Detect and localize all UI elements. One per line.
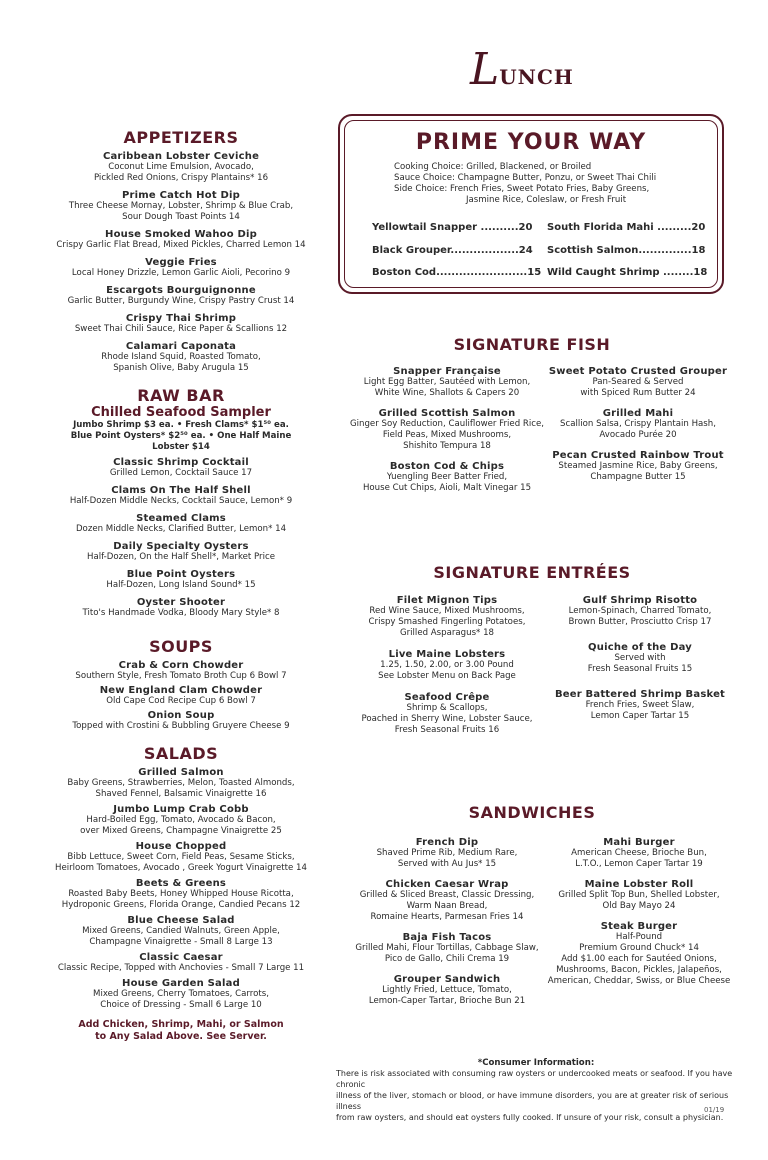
menu-item xyxy=(336,366,558,399)
menu-item-description: House Cut Chips, Aioli, Malt Vinegar 15 xyxy=(362,483,532,493)
menu-item-description: Spanish Olive, Baby Arugula 15 xyxy=(113,363,249,373)
menu-item-name: Classic Shrimp Cocktail xyxy=(113,457,249,468)
menu-item-description: Avocado Purée 20 xyxy=(599,430,677,440)
menu-item-description: Rhode Island Squid, Roasted Tomato, xyxy=(101,352,261,362)
menu-item xyxy=(336,408,558,452)
menu-item-description: with Spiced Rum Butter 24 xyxy=(580,388,696,398)
menu-item-description: Half-Dozen Middle Necks, Cocktail Sauce, Lemon* 9 xyxy=(69,496,293,506)
menu-item-description: Sweet Thai Chili Sauce, Rice Paper & Scallions 12 xyxy=(74,324,288,334)
menu-item-name: Live Maine Lobsters xyxy=(388,649,506,660)
soups-heading: SOUPS xyxy=(149,637,213,656)
menu-item-description: Premium Ground Chuck* 14 xyxy=(579,943,699,953)
menu-item-description: Garlic Butter, Burgundy Wine, Crispy Pastry Crust 14 xyxy=(67,296,295,306)
prime-fish-item: Yellowtail Snapper ..........20 xyxy=(372,222,533,233)
menu-item-description: Scallion Salsa, Crispy Plantain Hash, xyxy=(560,419,716,429)
menu-item-name: Quiche of the Day xyxy=(588,642,692,653)
menu-item xyxy=(336,837,558,870)
menu-item xyxy=(538,450,738,483)
signature-fish-left xyxy=(336,362,558,494)
raw-bar-note-1: Jumbo Shrimp $3 ea. • Fresh Clams* $1⁵⁰ ea. xyxy=(73,420,289,430)
signature-entrees-left xyxy=(336,591,558,736)
left-column xyxy=(52,128,310,1043)
menu-item-name: Crispy Thai Shrimp xyxy=(125,313,237,324)
raw-bar-note-2: Blue Point Oysters* $2⁵⁰ ea. • One Half Maine Lobster $14 xyxy=(70,431,292,452)
prime-choice-side-cont: Jasmine Rice, Coleslaw, or Fresh Fruit xyxy=(466,195,627,205)
menu-item-description: Hydroponic Greens, Florida Orange, Candied Pecans 12 xyxy=(61,900,301,910)
menu-item-description: Shrimp & Scallops, xyxy=(406,703,488,713)
menu-item xyxy=(52,660,310,682)
menu-item-name: Steamed Clams xyxy=(136,513,226,524)
menu-item-name: Maine Lobster Roll xyxy=(584,879,694,890)
menu-item-description: Field Peas, Mixed Mushrooms, xyxy=(382,430,512,440)
signature-entrees-right xyxy=(548,591,732,722)
menu-item-name: Veggie Fries xyxy=(145,257,217,268)
menu-item xyxy=(52,285,310,307)
menu-item xyxy=(544,921,734,987)
menu-item-description: Mixed Greens, Cherry Tomatoes, Carrots, xyxy=(93,989,269,999)
sandwiches-left xyxy=(336,833,558,1007)
menu-item xyxy=(52,978,310,1011)
menu-item-description: Lemon-Spinach, Charred Tomato, xyxy=(568,606,712,616)
menu-item-description: Grilled Asparagus* 18 xyxy=(399,628,495,638)
menu-item-name: House Chopped xyxy=(135,841,227,852)
menu-item xyxy=(52,257,310,279)
salads-footer-2: to Any Salad Above. See Server. xyxy=(95,1031,267,1042)
menu-item xyxy=(52,341,310,374)
title-initial: L xyxy=(470,44,500,95)
menu-item-name: Jumbo Lump Crab Cobb xyxy=(113,804,249,815)
menu-item-description: Grilled Mahi, Flour Tortillas, Cabbage Slaw, xyxy=(355,943,539,953)
menu-item-description: Mushrooms, Bacon, Pickles, Jalapeños, xyxy=(556,965,722,975)
menu-item xyxy=(52,151,310,184)
menu-item-description: Old Cape Cod Recipe Cup 6 Bowl 7 xyxy=(106,696,256,706)
prime-fish-item: Boston Cod........................15 xyxy=(372,267,542,278)
page-title xyxy=(470,44,600,94)
menu-item-description: Lemon Caper Tartar 15 xyxy=(590,711,690,721)
menu-item-description: Champagne Vinaigrette - Small 8 Large 13 xyxy=(89,937,273,947)
sandwiches-heading: SANDWICHES xyxy=(468,803,596,822)
raw-bar-sampler: Chilled Seafood Sampler xyxy=(91,405,271,420)
menu-item xyxy=(52,767,310,800)
menu-item-description: White Wine, Shallots & Capers 20 xyxy=(374,388,520,398)
menu-item-description: Romaine Hearts, Parmesan Fries 14 xyxy=(370,912,524,922)
menu-item-name: Filet Mignon Tips xyxy=(396,595,498,606)
menu-item-name: Boston Cod & Chips xyxy=(389,461,505,472)
salads-footer-1: Add Chicken, Shrimp, Mahi, or Salmon xyxy=(78,1019,284,1030)
consumer-information-line: illness of the liver, stomach or blood, or have immune disorders, you are at greater risk of serious illness xyxy=(336,1091,729,1111)
menu-item-description: Shaved Prime Rib, Medium Rare, xyxy=(376,848,518,858)
appetizers-heading: APPETIZERS xyxy=(123,128,239,147)
menu-item-description: Fresh Seasonal Fruits 16 xyxy=(394,725,500,735)
menu-item-description: American, Cheddar, Swiss, or Blue Cheese xyxy=(547,976,731,986)
menu-item-description: Shishito Tempura 18 xyxy=(403,441,491,451)
menu-item-description: Southern Style, Fresh Tomato Broth Cup 6 Bowl 7 xyxy=(75,671,287,681)
raw-bar-list xyxy=(52,457,310,619)
menu-item-name: Grilled Salmon xyxy=(138,767,224,778)
menu-item-description: Pico de Gallo, Chili Crema 19 xyxy=(384,954,510,964)
menu-item-name: Crab & Corn Chowder xyxy=(118,660,244,671)
menu-item xyxy=(52,541,310,563)
menu-item-description: Lightly Fried, Lettuce, Tomato, xyxy=(382,985,512,995)
menu-item-name: Escargots Bourguignonne xyxy=(106,285,256,296)
title-rest: UNCH xyxy=(499,65,574,89)
menu-item-description: Grilled Split Top Bun, Shelled Lobster, xyxy=(558,890,720,900)
menu-item-description: Baby Greens, Strawberries, Melon, Toasted Almonds, xyxy=(67,778,295,788)
menu-item xyxy=(52,685,310,707)
consumer-information xyxy=(336,1058,736,1123)
menu-item-name: Mahi Burger xyxy=(603,837,675,848)
appetizers-list xyxy=(52,151,310,374)
menu-item-name: New England Clam Chowder xyxy=(99,685,263,696)
menu-item-description: Served with xyxy=(614,653,666,663)
menu-item-description: Half-Dozen, Long Island Sound* 15 xyxy=(106,580,256,590)
menu-item-description: French Fries, Sweet Slaw, xyxy=(585,700,695,710)
menu-item-name: Seafood Crêpe xyxy=(404,692,490,703)
menu-item-name: Gulf Shrimp Risotto xyxy=(582,595,698,606)
menu-item xyxy=(52,915,310,948)
menu-item-description: Served with Au Jus* 15 xyxy=(397,859,497,869)
menu-item xyxy=(336,595,558,639)
menu-item-name: Classic Caesar xyxy=(139,952,223,963)
menu-item-name: Daily Specialty Oysters xyxy=(113,541,249,552)
menu-item-name: Prime Catch Hot Dip xyxy=(122,190,240,201)
menu-item xyxy=(336,461,558,494)
menu-item-description: Shaved Fennel, Balsamic Vinaigrette 16 xyxy=(95,789,267,799)
menu-item-description: Steamed Jasmine Rice, Baby Greens, xyxy=(558,461,718,471)
menu-item-description: Tito's Handmade Vodka, Bloody Mary Style* 8 xyxy=(82,608,280,618)
menu-item xyxy=(52,710,310,732)
menu-item xyxy=(544,879,734,912)
menu-item-description: Half-Pound xyxy=(615,932,663,942)
menu-item-name: Calamari Caponata xyxy=(125,341,237,352)
menu-item-name: Snapper Française xyxy=(393,366,501,377)
menu-item-description: Grilled Lemon, Cocktail Sauce 17 xyxy=(109,468,253,478)
menu-item xyxy=(548,595,732,628)
menu-item-name: House Smoked Wahoo Dip xyxy=(105,229,257,240)
menu-item xyxy=(52,841,310,874)
menu-item-name: Oyster Shooter xyxy=(136,597,226,608)
menu-item xyxy=(52,569,310,591)
menu-item xyxy=(52,313,310,335)
consumer-information-line: There is risk associated with consuming raw oysters or undercooked meats or seafood. If you have chronic xyxy=(336,1069,733,1089)
menu-item-description: Add $1.00 each for Sautéed Onions, xyxy=(561,954,717,964)
menu-item-description: See Lobster Menu on Back Page xyxy=(378,671,516,681)
prime-fish-item: Black Grouper..................24 xyxy=(372,245,533,256)
menu-item-description: Mixed Greens, Candied Walnuts, Green Apple, xyxy=(82,926,280,936)
menu-item-description: Ginger Soy Reduction, Cauliflower Fried Rice, xyxy=(349,419,544,429)
menu-item-description: Roasted Baby Beets, Honey Whipped House Ricotta, xyxy=(68,889,294,899)
menu-item-description: Warm Naan Bread, xyxy=(406,901,488,911)
date-code: 01/19 xyxy=(704,1106,725,1114)
menu-item xyxy=(548,689,732,722)
prime-heading: PRIME YOUR WAY xyxy=(415,130,647,155)
menu-item xyxy=(52,485,310,507)
menu-item xyxy=(538,366,738,399)
salads-heading: SALADS xyxy=(143,744,219,763)
menu-item xyxy=(336,932,558,965)
soups-list xyxy=(52,660,310,732)
prime-choices xyxy=(394,162,694,206)
menu-item-description: Local Honey Drizzle, Lemon Garlic Aioli, Pecorino 9 xyxy=(71,268,291,278)
menu-item-description: over Mixed Greens, Champagne Vinaigrette 25 xyxy=(80,826,282,836)
menu-item-description: American Cheese, Brioche Bun, xyxy=(571,848,707,858)
menu-item xyxy=(52,229,310,251)
consumer-information-line: from raw oysters, and should eat oysters fully cooked. If unsure of your risk, consult a physician. xyxy=(336,1113,724,1122)
menu-item-description: Fresh Seasonal Fruits 15 xyxy=(587,664,693,674)
menu-item-description: 1.25, 1.50, 2.00, or 3.00 Pound xyxy=(380,660,514,670)
menu-item-description: Dozen Middle Necks, Clarified Butter, Lemon* 14 xyxy=(75,524,287,534)
salads-list xyxy=(52,767,310,1011)
menu-item-name: Beer Battered Shrimp Basket xyxy=(554,689,726,700)
menu-item xyxy=(336,692,558,736)
prime-fish-item: Scottish Salmon..............18 xyxy=(547,245,706,256)
menu-item-name: Grilled Scottish Salmon xyxy=(378,408,516,419)
menu-item-description: Pickled Red Onions, Crispy Plantains* 16 xyxy=(93,173,269,183)
menu-item-description: Sour Dough Toast Points 14 xyxy=(122,212,240,222)
menu-item xyxy=(52,190,310,223)
menu-item-description: Grilled & Sliced Breast, Classic Dressing, xyxy=(359,890,535,900)
menu-item-description: Classic Recipe, Topped with Anchovies - Small 7 Large 11 xyxy=(57,963,305,973)
menu-item-name: French Dip xyxy=(415,837,479,848)
menu-item-name: Clams On The Half Shell xyxy=(111,485,251,496)
menu-item-description: Brown Butter, Prosciutto Crisp 17 xyxy=(568,617,712,627)
menu-item-description: Coconut Lime Emulsion, Avocado, xyxy=(108,162,254,172)
menu-item xyxy=(336,879,558,923)
menu-item-name: Onion Soup xyxy=(147,710,215,721)
menu-item-name: House Garden Salad xyxy=(122,978,240,989)
menu-item-name: Blue Point Oysters xyxy=(126,569,236,580)
menu-item-description: Pan-Seared & Served xyxy=(592,377,684,387)
menu-item xyxy=(336,649,558,682)
menu-item-name: Baja Fish Tacos xyxy=(402,932,492,943)
menu-item-description: Light Egg Batter, Sautéed with Lemon, xyxy=(363,377,531,387)
menu-item xyxy=(52,457,310,479)
prime-choice-sauce: Sauce Choice: Champagne Butter, Ponzu, or Sweet Thai Chili xyxy=(394,173,657,183)
sandwiches-right xyxy=(544,833,734,987)
menu-item-name: Pecan Crusted Rainbow Trout xyxy=(552,450,724,461)
menu-item-name: Beets & Greens xyxy=(135,878,227,889)
menu-item-name: Grilled Mahi xyxy=(602,408,674,419)
menu-item xyxy=(544,837,734,870)
menu-item-description: Hard-Boiled Egg, Tomato, Avocado & Bacon, xyxy=(86,815,276,825)
signature-entrees-heading: SIGNATURE ENTRÉES xyxy=(433,563,631,582)
menu-item-description: Half-Dozen, On the Half Shell*, Market Price xyxy=(87,552,275,562)
menu-item-description: Champagne Butter 15 xyxy=(590,472,686,482)
prime-choice-side: Side Choice: French Fries, Sweet Potato Fries, Baby Greens, xyxy=(394,184,650,194)
menu-item-description: Three Cheese Mornay, Lobster, Shrimp & Blue Crab, xyxy=(68,201,294,211)
menu-item-name: Caribbean Lobster Ceviche xyxy=(102,151,260,162)
menu-item-description: Red Wine Sauce, Mixed Mushrooms, xyxy=(369,606,525,616)
menu-item xyxy=(52,952,310,974)
menu-item-description: L.T.O., Lemon Caper Tartar 19 xyxy=(575,859,703,869)
menu-item-description: Heirloom Tomatoes, Avocado , Greek Yogurt Vinaigrette 14 xyxy=(55,863,307,873)
menu-item-description: Choice of Dressing - Small 6 Large 10 xyxy=(100,1000,262,1010)
menu-item-name: Chicken Caesar Wrap xyxy=(385,879,509,890)
menu-item xyxy=(548,642,732,675)
menu-item-description: Topped with Crostini & Bubbling Gruyere Cheese 9 xyxy=(72,721,290,731)
menu-item-description: Crispy Garlic Flat Bread, Mixed Pickles, Charred Lemon 14 xyxy=(56,240,306,250)
prime-choice-cooking: Cooking Choice: Grilled, Blackened, or Broiled xyxy=(394,162,592,172)
menu-item-description: Crispy Smashed Fingerling Potatoes, xyxy=(368,617,526,627)
menu-item-name: Grouper Sandwich xyxy=(393,974,501,985)
signature-fish-right xyxy=(538,362,738,483)
menu-item xyxy=(52,597,310,619)
menu-item xyxy=(52,804,310,837)
menu-item-description: Lemon-Caper Tartar, Brioche Bun 21 xyxy=(368,996,526,1006)
menu-item xyxy=(336,974,558,1007)
prime-fish-item: South Florida Mahi .........20 xyxy=(547,222,706,233)
prime-fish-item: Wild Caught Shrimp ........18 xyxy=(547,267,708,278)
menu-item-name: Blue Cheese Salad xyxy=(127,915,235,926)
menu-item-description: Bibb Lettuce, Sweet Corn, Field Peas, Sesame Sticks, xyxy=(67,852,295,862)
menu-item-name: Sweet Potato Crusted Grouper xyxy=(548,366,728,377)
menu-item-description: Poached in Sherry Wine, Lobster Sauce, xyxy=(361,714,533,724)
menu-item xyxy=(538,408,738,441)
menu-item xyxy=(52,513,310,535)
menu-item xyxy=(52,878,310,911)
menu-item-name: Steak Burger xyxy=(600,921,678,932)
consumer-information-title: *Consumer Information: xyxy=(477,1058,595,1068)
menu-item-description: Yuengling Beer Batter Fried, xyxy=(386,472,508,482)
prime-box xyxy=(338,114,724,294)
menu-item-description: Old Bay Mayo 24 xyxy=(602,901,676,911)
raw-bar-heading: RAW BAR xyxy=(137,386,225,405)
signature-fish-heading: SIGNATURE FISH xyxy=(453,335,611,354)
